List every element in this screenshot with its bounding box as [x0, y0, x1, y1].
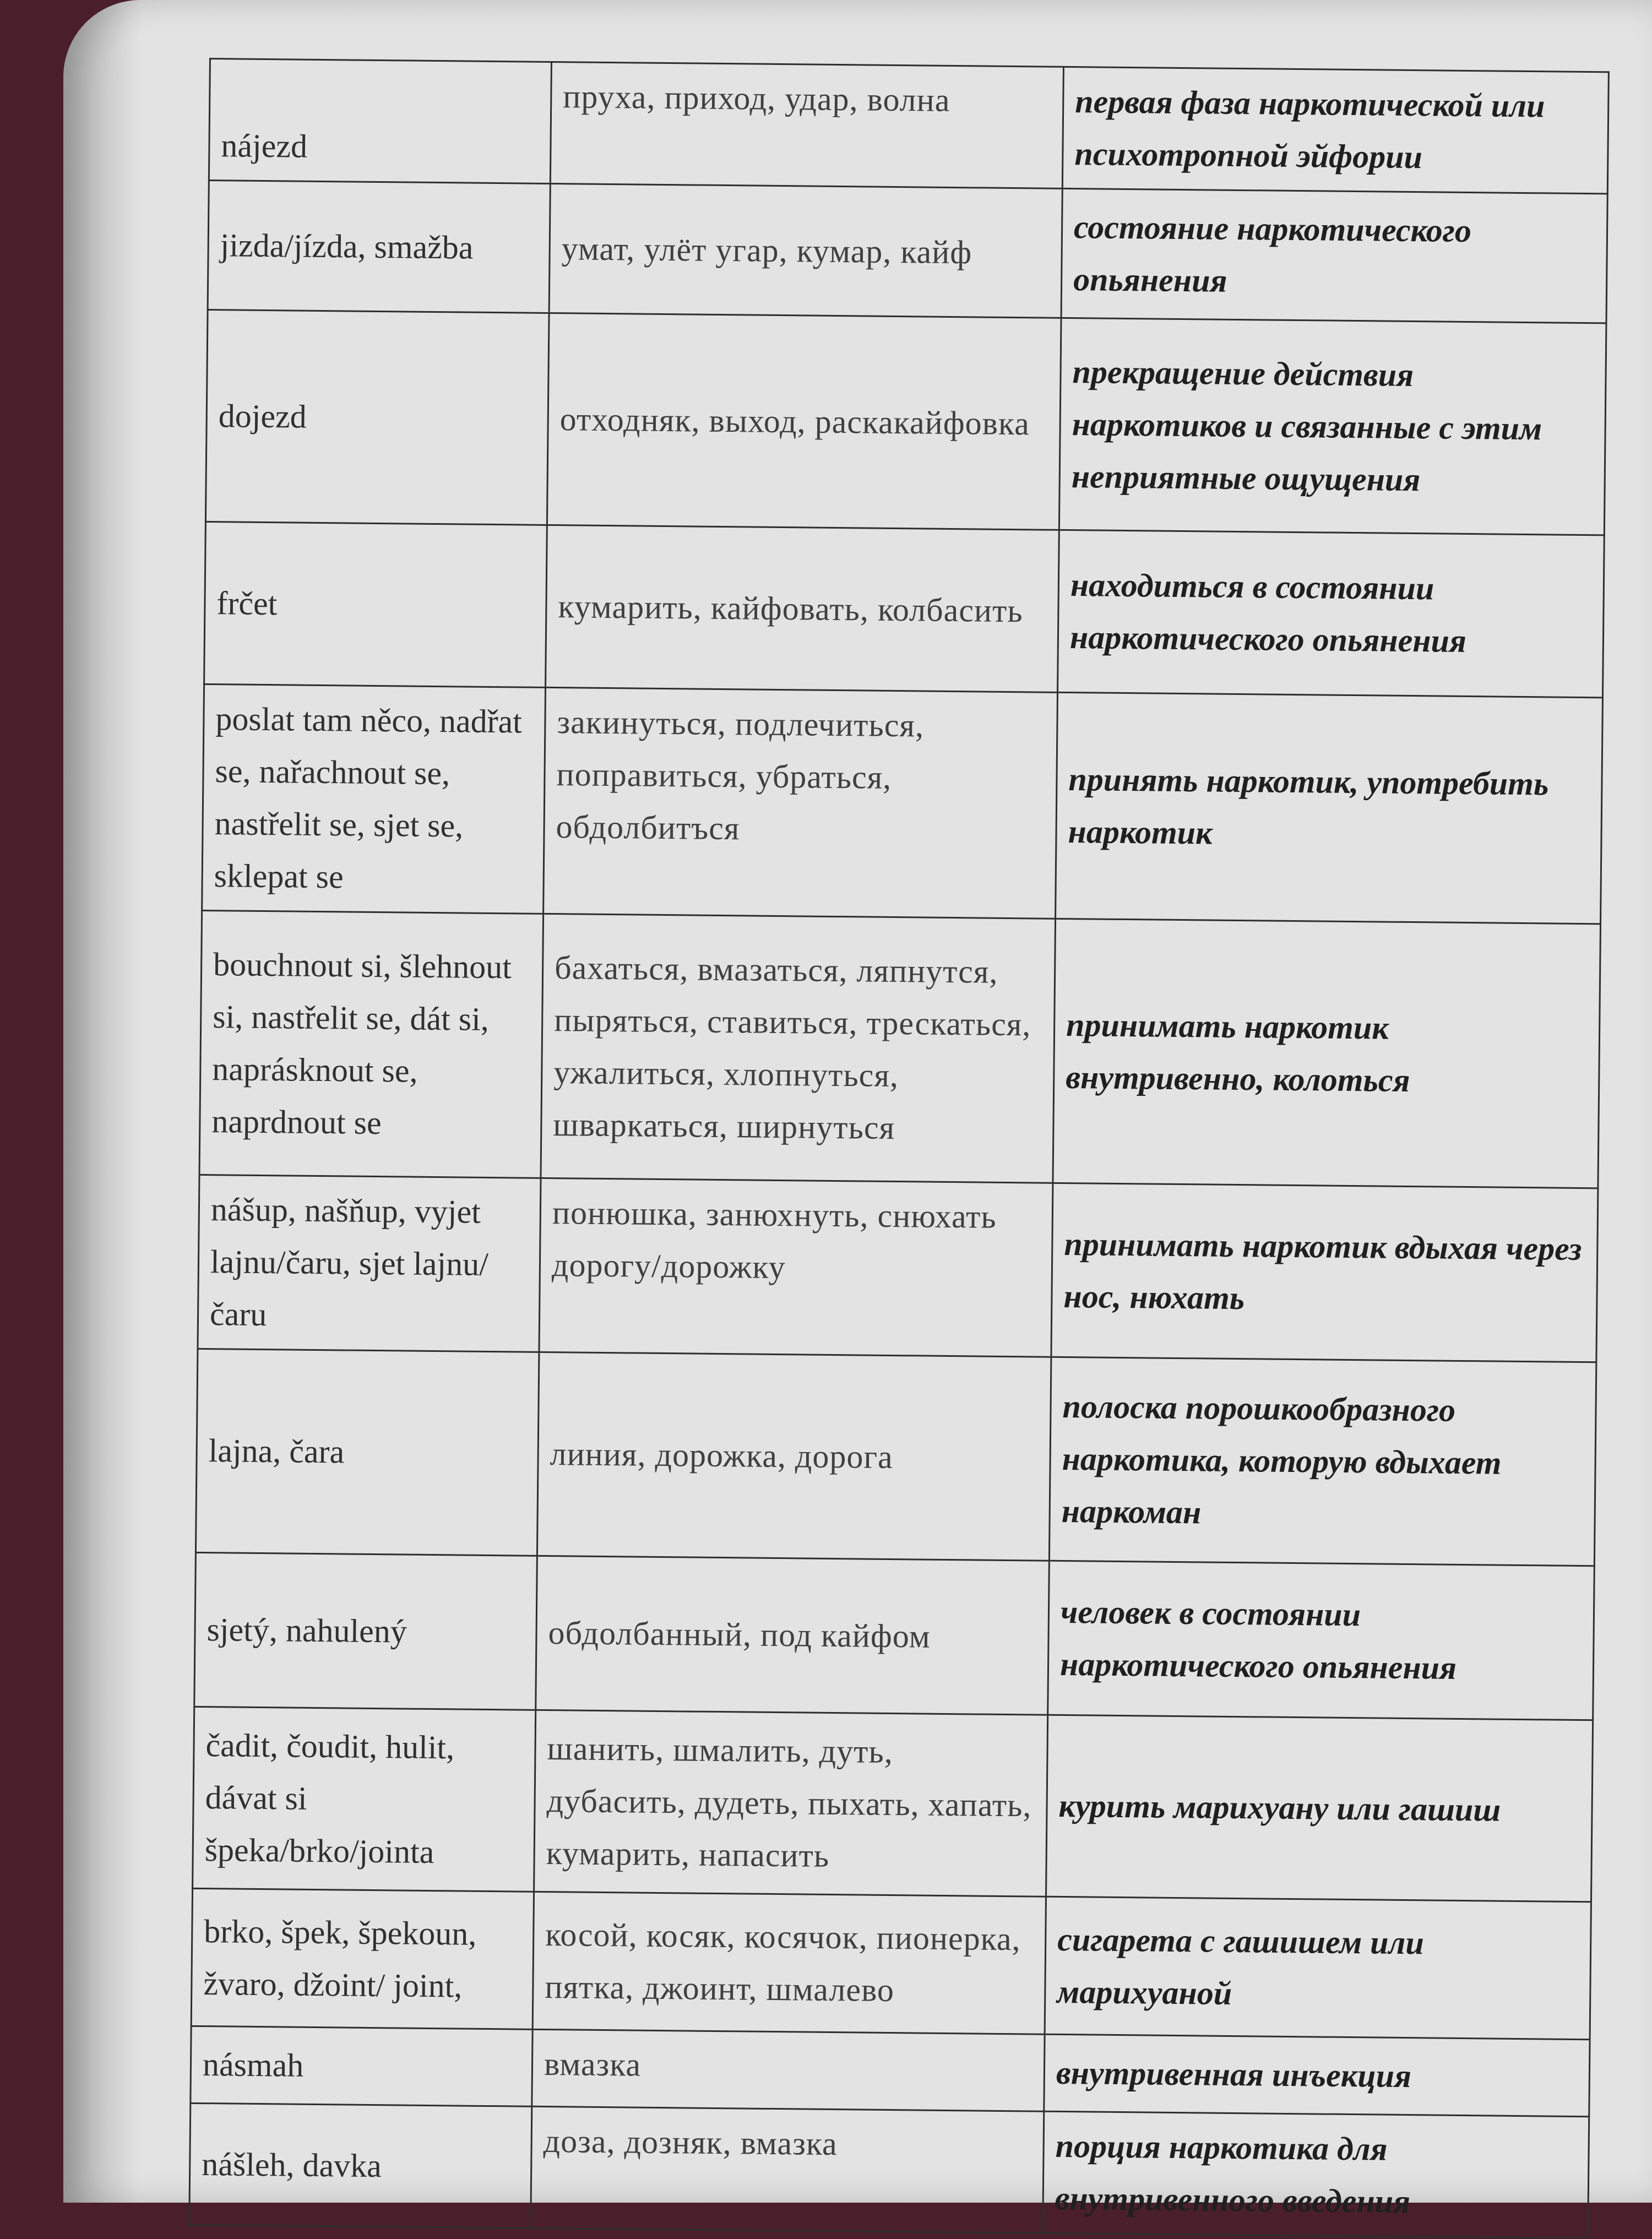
russian-equivalent: отходняк, выход, раскакайфовка — [547, 313, 1061, 530]
table-row — [194, 1552, 1595, 1720]
meaning: состояние наркотического опьянения — [1061, 188, 1607, 323]
meaning: порция наркотика для внутривенного введения — [1043, 2111, 1589, 2238]
meaning: внутривенная инъекция — [1044, 2034, 1590, 2116]
czech-term: nášup, našňup, vyjet lajnu/čaru, sjet lajnu/čaru — [198, 1175, 541, 1352]
table-row — [209, 59, 1608, 194]
meaning: человек в состоянии наркотического опьянения — [1048, 1561, 1595, 1720]
meaning: прекращение действия наркотиков и связанные с этим неприятные ощущения — [1059, 318, 1606, 535]
czech-term: lajna, čara — [195, 1349, 539, 1556]
czech-term: brko, špek, špekoun, žvaro, džoint/ joint, — [191, 1888, 534, 2029]
russian-equivalent: обдолбанный, под кайфом — [536, 1556, 1050, 1715]
table-row — [191, 1888, 1591, 2039]
meaning: первая фаза наркотической или психотропной эйфории — [1062, 67, 1608, 193]
meaning: принять наркотик, употребить наркотик — [1056, 692, 1603, 923]
table-row — [191, 2026, 1590, 2116]
russian-equivalent: бахаться, вмазаться, ляпнутся, пыряться, ставиться, трескаться, ужалиться, хлопнуться, шваркаться, ширнуться — [541, 914, 1056, 1183]
russian-equivalent: кумарить, кайфовать, колбасить — [546, 525, 1059, 692]
table-row — [204, 521, 1605, 697]
russian-equivalent: косой, косяк, косячок, пионерка, пятка, джоинт, шмалево — [532, 1892, 1046, 2034]
table-row — [208, 181, 1607, 323]
czech-term: čadit, čoudit, hulit, dávat si špeka/brko/jointa — [193, 1707, 536, 1892]
page-gutter-shadow — [63, 0, 140, 2203]
russian-equivalent: понюшка, занюхнуть, снюхать дорогу/дорожку — [539, 1178, 1053, 1357]
czech-term: dojezd — [205, 309, 549, 525]
table-row — [202, 684, 1603, 923]
czech-term: frčet — [204, 521, 547, 687]
book-page — [63, 0, 1652, 2220]
meaning: принимать наркотик внутривенно, колоться — [1053, 919, 1601, 1188]
czech-term: sjetý, nahulený — [194, 1552, 537, 1710]
meaning: сигарета с гашишем или марихуаной — [1045, 1896, 1591, 2039]
czech-term: násmah — [191, 2026, 532, 2106]
russian-equivalent: вмазка — [532, 2029, 1045, 2111]
vocabulary-table-wrapper — [188, 58, 1608, 2239]
russian-equivalent: линия, дорожка, дорога — [537, 1352, 1051, 1561]
table-row — [195, 1349, 1596, 1566]
table-row — [193, 1707, 1593, 1901]
czech-term: jizda/jízda, smažba — [208, 181, 550, 313]
meaning: курить марихуану или гашиш — [1046, 1715, 1593, 1901]
russian-equivalent: пруха, приход, удар, волна — [550, 62, 1063, 188]
table-row — [189, 2103, 1589, 2238]
czech-term: nájezd — [209, 59, 551, 184]
russian-equivalent: доза, дозняк, вмазка — [531, 2106, 1044, 2233]
meaning: принимать наркотик вдыхая через нос, нюхать — [1051, 1183, 1598, 1362]
meaning: полоска порошкообразного наркотика, которую вдыхает наркоман — [1049, 1357, 1596, 1566]
czech-term: nášleh, davka — [189, 2103, 532, 2228]
russian-equivalent: умат, улёт угар, кумар, кайф — [549, 183, 1062, 318]
table-row — [205, 309, 1606, 535]
russian-equivalent: закинуться, подлечиться, поправиться, убраться, обдолбитъся — [544, 687, 1058, 919]
vocabulary-table — [188, 58, 1610, 2239]
table-row — [198, 1175, 1598, 1362]
czech-term: bouchnout si, šlehnout si, nastřelit se, dát si, naprásknout se, naprdnout se — [199, 910, 544, 1178]
russian-equivalent: шанить, шмалить, дуть, дубасить, дудеть, пыхать, хапать, кумарить, напасить — [534, 1710, 1048, 1896]
czech-term: poslat tam něco, nadřat se, nařachnout se, nastřelit se, sjet se, sklepat se — [202, 684, 546, 914]
meaning: находиться в состоянии наркотического опьянения — [1058, 530, 1605, 697]
table-row — [199, 910, 1600, 1188]
